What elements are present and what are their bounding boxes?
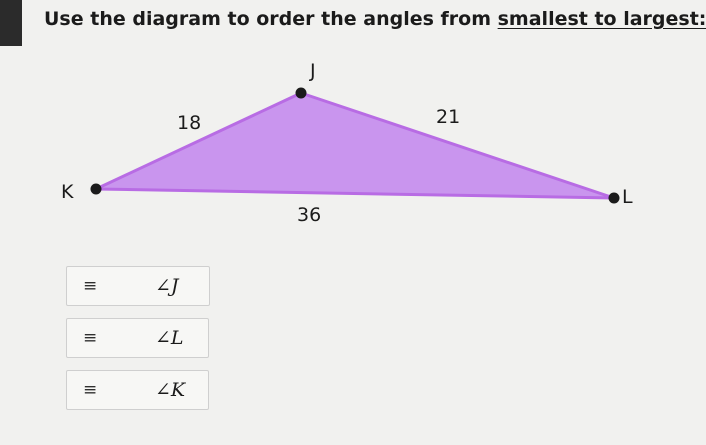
prompt-emphasis: smallest to largest:: [497, 8, 706, 30]
vertex-k-point: [91, 184, 102, 195]
vertex-l-point: [609, 193, 620, 204]
angle-choice-l[interactable]: [66, 318, 209, 358]
prompt-lead: Use the diagram to order the angles from: [44, 8, 498, 30]
side-jl-length: 21: [436, 106, 461, 128]
vertex-j-label: J: [310, 60, 316, 82]
angle-choice-k[interactable]: [66, 370, 209, 410]
vertex-l-label: L: [622, 186, 633, 208]
triangle-jkl: [96, 93, 614, 198]
angle-label: ∠K: [155, 379, 186, 401]
vertex-j-point: [296, 88, 307, 99]
angle-label: ∠J: [155, 275, 179, 297]
side-jk-length: 18: [177, 112, 202, 134]
angle-label: ∠L: [155, 327, 184, 349]
drag-handle-icon[interactable]: ≡: [83, 275, 98, 296]
angle-choice-j[interactable]: [66, 266, 210, 306]
side-kl-length: 36: [297, 204, 322, 226]
vertex-k-label: K: [61, 181, 74, 203]
drag-handle-icon[interactable]: ≡: [83, 379, 98, 400]
drag-handle-icon[interactable]: ≡: [83, 327, 98, 348]
